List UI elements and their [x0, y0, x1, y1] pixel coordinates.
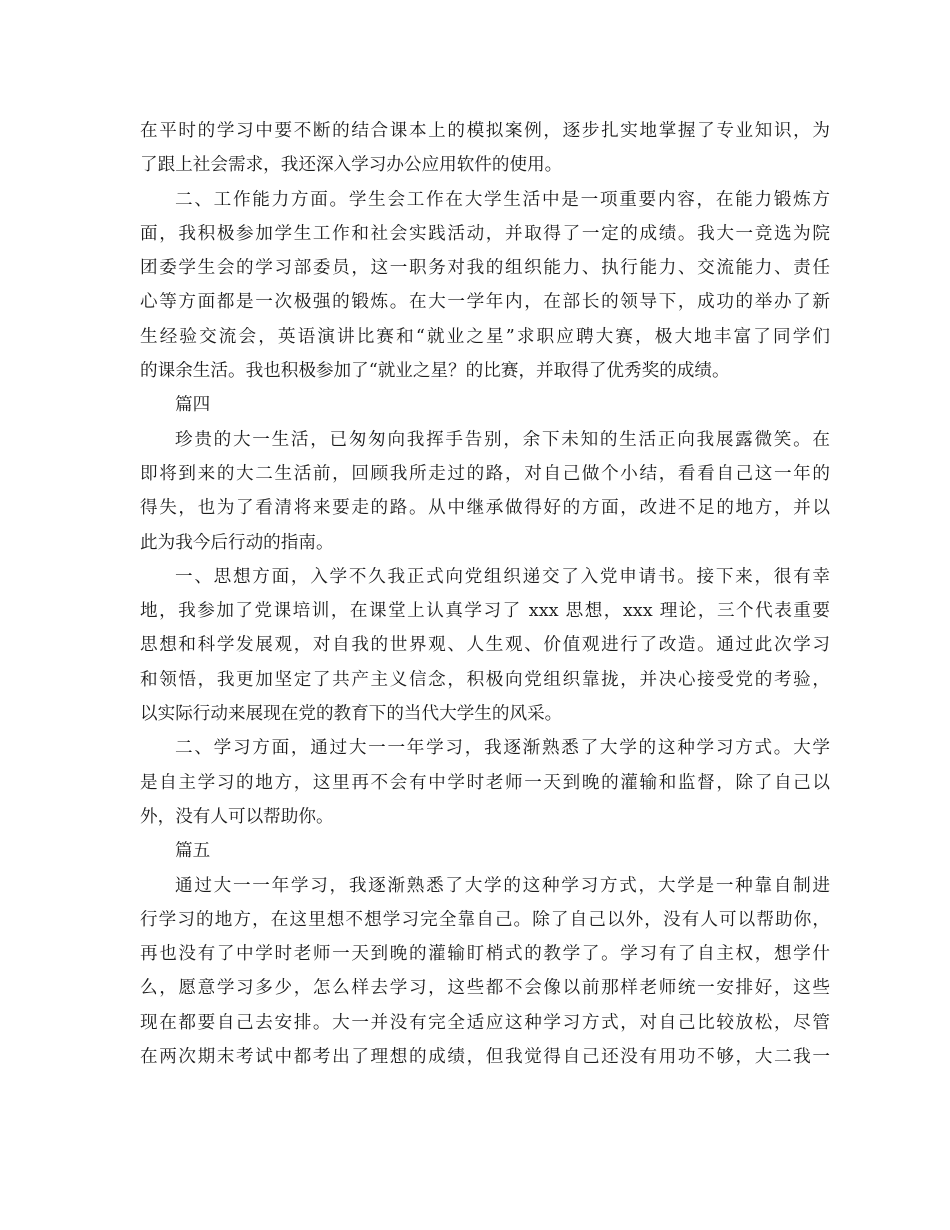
text-line: 和领悟，我更加坚定了共产主义信念，积极向党组织靠拢，并决心接受党的考验， — [140, 669, 830, 690]
text-line: 现在都要自己去安排。大一并没有完全适应这种学习方式，对自己比较放松，尽管 — [140, 1012, 830, 1033]
paragraph-start-line: 珍贵的大一生活，已匆匆向我挥手告别，余下未知的生活正向我展露微笑。在 — [175, 429, 830, 450]
text-line: 么，愿意学习多少，怎么样去学习，这些都不会像以前那样老师统一安排好，这些 — [140, 978, 830, 999]
text-line: 生经验交流会，英语演讲比赛和“就业之星”求职应聘大赛，极大地丰富了同学们 — [140, 326, 830, 347]
text-line: 以实际行动来展现在党的教育下的当代大学生的风采。 — [140, 704, 563, 725]
text-line: 思想和科学发展观，对自我的世界观、人生观、价值观进行了改造。通过此次学习 — [140, 635, 830, 656]
text-line: 即将到来的大二生活前，回顾我所走过的路，对自己做个小结，看看自己这一年的 — [140, 463, 830, 484]
text-line: 的课余生活。我也积极参加了“就业之星？的比赛，并取得了优秀奖的成绩。 — [140, 361, 730, 382]
text-line: 是自主学习的地方，这里再不会有中学时老师一天到晚的灌输和监督，除了自己以 — [140, 772, 830, 793]
section-heading: 篇五 — [175, 841, 211, 862]
paragraph-start-line: 通过大一一年学习，我逐渐熟悉了大学的这种学习方式，大学是一种靠自制进 — [175, 875, 830, 896]
text-line: 地，我参加了党课培训，在课堂上认真学习了 xxx 思想，xxx 理论，三个代表重要 — [140, 601, 830, 622]
section-heading: 篇四 — [175, 395, 211, 416]
text-line: 再也没有了中学时老师一天到晚的灌输盯梢式的教学了。学习有了自主权，想学什 — [140, 944, 830, 965]
text-line: 心等方面都是一次极强的锻炼。在大一学年内，在部长的领导下，成功的举办了新 — [140, 292, 830, 313]
text-line: 在平时的学习中要不断的结合课本上的模拟案例，逐步扎实地掌握了专业知识，为 — [140, 121, 830, 141]
text-line: 得失，也为了看清将来要走的路。从中继承做得好的方面，改进不足的地方，并以 — [140, 498, 830, 519]
text-line: 行学习的地方，在这里想不想学习完全靠自己。除了自己以外，没有人可以帮助你， — [140, 909, 830, 930]
text-line: 团委学生会的学习部委员，这一职务对我的组织能力、执行能力、交流能力、责任 — [140, 258, 830, 279]
paragraph-start-line: 一、思想方面，入学不久我正式向党组织递交了入党申请书。接下来，很有幸 — [175, 566, 830, 587]
text-line: 在两次期末考试中都考出了理想的成绩，但我觉得自己还没有用功不够，大二我一 — [140, 1047, 830, 1068]
text-line: 了跟上社会需求，我还深入学习办公应用软件的使用。 — [140, 155, 563, 176]
paragraph-start-line: 二、工作能力方面。学生会工作在大学生活中是一项重要内容，在能力锻炼方 — [175, 189, 830, 210]
text-line: 此为我今后行动的指南。 — [140, 532, 334, 553]
paragraph-start-line: 二、学习方面，通过大一一年学习，我逐渐熟悉了大学的这种学习方式。大学 — [175, 738, 830, 759]
document-page — [140, 114, 830, 1074]
text-line: 外，没有人可以帮助你。 — [140, 806, 334, 827]
text-line: 面，我积极参加学生工作和社会实践活动，并取得了一定的成绩。我大一竞选为院 — [140, 223, 830, 244]
